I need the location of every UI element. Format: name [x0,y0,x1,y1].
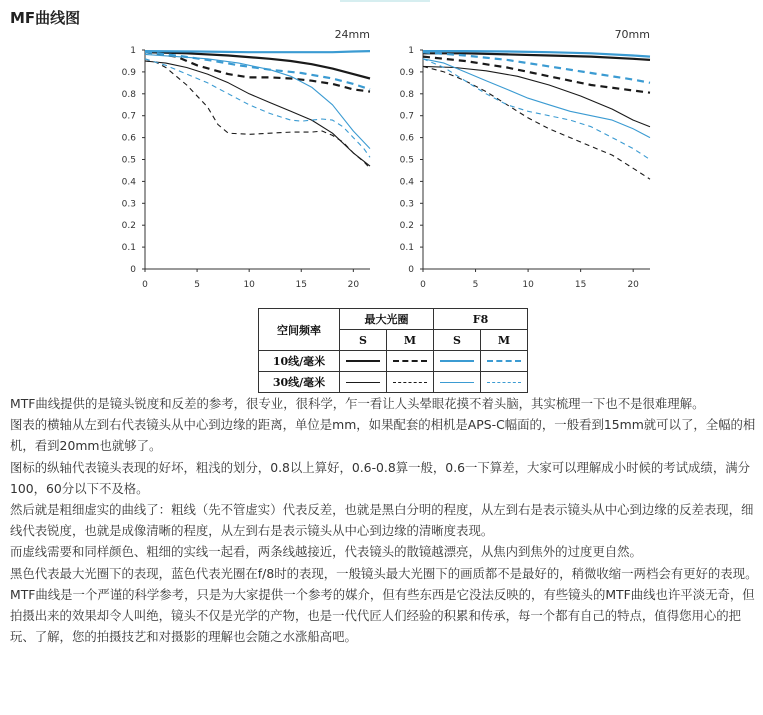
y-tick-label: 0.4 [121,177,136,188]
article-body [10,393,760,647]
article-paragraph: MTF曲线提供的是镜头锐度和反差的参考，很专业，很科学，乍一看让人头晕眼花摸不着头脑，其实梳理一下也不是很难理解。 [10,396,705,411]
x-tick-label: 20 [347,280,360,290]
y-tick-label: 0.2 [121,221,136,232]
y-tick-label: 1 [408,46,414,56]
y-tick-label: 0.8 [399,89,414,100]
legend-col-s-max: S [340,330,387,351]
article-paragraph: 图标的纵轴代表镜头表现的好坏，粗浅的划分，0.8以上算好，0.6-0.8算一般，0.6一下算差，大家可以理解成小时候的考试成绩，满分100，60分以下不及格。 [10,459,750,496]
legend-header-max-aperture: 最大光圈 [340,309,434,330]
y-tick-label: 0.9 [399,67,414,78]
mtf-legend-table [258,308,528,393]
legend-col-m-max: M [387,330,434,351]
article-paragraph: MTF曲线是一个严谨的科学参考，只是为大家提供一个参考的媒介，但有些东西是它没法反映的，有些镜头的MTF曲线也许平淡无奇，但拍摄出来的效果却令人叫绝，镜头不仅是光学的产物，也是一代代匠人们经验的积累和传承，每一个都有自己的特点，值得您用心的把玩、了解，您的拍摄技艺和对摄影的理解也会随之水涨船高吧。 [10,586,755,645]
mtf-curve-10lp-max-M [423,57,650,93]
legend-header-frequency: 空间频率 [259,309,340,351]
y-tick-label: 0.5 [121,155,136,166]
legend-header-f8: F8 [434,309,528,330]
mtf-chart-70mm [0,0,763,300]
y-tick-label: 0.2 [399,221,414,232]
legend-sample-10-max-s [340,351,387,372]
x-tick-label: 20 [627,280,639,290]
y-tick-label: 0 [130,265,136,275]
legend-sample-30-max-m [387,372,434,393]
legend-col-m-f8: M [481,330,528,351]
y-tick-label: 0.9 [121,67,136,78]
x-tick-label: 0 [420,280,426,290]
legend-sample-30-f8-m [481,372,528,393]
y-tick-label: 0.5 [399,155,414,166]
article-paragraph: 黑色代表最大光圈下的表现，蓝色代表光圈在f/8时的表现，一般镜头最大光圈下的画质都不是最好的，稍微收缩一两档会有更好的表现。 [10,565,758,581]
legend-row-10lines: 10线/毫米 [259,351,340,372]
y-tick-label: 1 [130,46,136,56]
article-paragraph: 然后就是粗细虚实的曲线了：粗线（先不管虚实）代表反差，也就是黑白分明的程度，从左到右是表示镜头从中心到边缘的反差表现，细线代表锐度，也就是成像清晰的程度，从左到右是表示镜头从中心到边缘的清晰度表现。 [10,502,754,539]
x-tick-label: 0 [142,280,148,290]
legend-col-s-f8: S [434,330,481,351]
y-tick-label: 0.6 [399,133,414,144]
legend-sample-30-f8-s [434,372,481,393]
y-tick-label: 0.4 [399,177,414,188]
article-paragraph: 图表的横轴从左到右代表镜头从中心到边缘的距离，单位是mm，如果配套的相机是APS-C幅面的，一般看到15mm就可以了，全幅的相机，看到20mm也就够了。 [10,417,756,454]
y-tick-label: 0.1 [121,243,136,254]
page-title: MF曲线图 [10,9,81,27]
x-tick-label: 15 [295,280,307,290]
y-tick-label: 0 [408,265,414,275]
chart-title: 24mm [334,28,370,41]
y-tick-label: 0.6 [121,133,136,144]
y-tick-label: 0.8 [121,89,136,100]
legend-sample-10-f8-m [481,351,528,372]
y-tick-label: 0.3 [399,199,414,210]
x-tick-label: 5 [194,280,200,290]
x-tick-label: 10 [243,280,255,290]
legend-sample-10-max-m [387,351,434,372]
legend-sample-10-f8-s [434,351,481,372]
article-paragraph: 而虚线需要和同样颜色、粗细的实线一起看，两条线越接近，代表镜头的散镜越漂亮，从焦内到焦外的过度更自然。 [10,544,642,560]
y-tick-label: 0.7 [399,111,414,122]
mtf-curve-30lp-F8-S [423,59,650,138]
x-tick-label: 5 [472,280,479,290]
y-tick-label: 0.7 [121,111,136,122]
x-tick-label: 15 [574,280,587,290]
y-tick-label: 0.3 [121,199,136,210]
legend-sample-30-max-s [340,372,387,393]
chart-title: 70mm [614,28,650,41]
legend-row-30lines: 30线/毫米 [259,372,340,393]
mtf-curve-30lp-max-M [423,66,650,179]
y-tick-label: 0.1 [399,243,414,254]
x-tick-label: 10 [522,280,534,290]
